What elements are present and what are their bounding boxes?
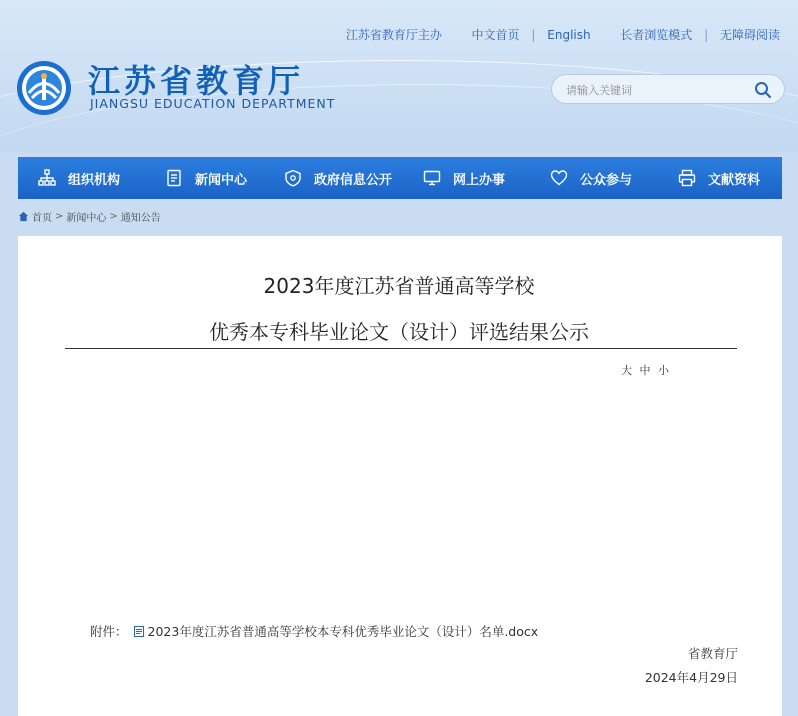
breadcrumb xyxy=(18,209,161,224)
heart-icon xyxy=(550,169,568,187)
nav-item-label: 公众参与 xyxy=(580,172,633,188)
printer-icon xyxy=(678,169,696,187)
online-service-icon xyxy=(423,169,441,187)
attachment xyxy=(90,622,538,640)
breadcrumb-notices[interactable]: 通知公告 xyxy=(120,213,161,224)
nav-item-label: 新闻中心 xyxy=(195,172,248,188)
divider: | xyxy=(704,28,709,42)
info-disclosure-icon xyxy=(284,169,302,187)
font-size-large[interactable]: 大 xyxy=(621,364,632,377)
font-size-switcher xyxy=(617,362,669,378)
main-nav xyxy=(18,157,782,199)
nav-item-label: 政府信息公开 xyxy=(314,172,393,188)
site-logo-title[interactable]: 江苏省教育厅 xyxy=(88,62,305,100)
nav-item-label: 网上办事 xyxy=(453,172,506,188)
article-title-line2: 优秀本专科毕业论文（设计）评选结果公示 xyxy=(209,320,589,344)
nav-item-label: 文献资料 xyxy=(708,172,761,188)
font-size-small[interactable]: 小 xyxy=(658,364,669,377)
title-divider xyxy=(65,348,737,349)
org-chart-icon xyxy=(38,169,56,187)
nav-item-documents[interactable] xyxy=(678,157,760,199)
host-link[interactable]: 江苏省教育厅主办 xyxy=(345,28,442,42)
nav-item-online-service[interactable] xyxy=(423,157,505,199)
issuer-signature: 省教育厅 xyxy=(687,646,738,661)
article-panel xyxy=(18,236,782,716)
top-links xyxy=(346,26,780,43)
site-header xyxy=(0,0,798,152)
site-logo-subtitle: JIANGSU EDUCATION DEPARTMENT xyxy=(90,96,336,111)
attachment-link[interactable]: 2023年度江苏省普通高等学校本专科优秀毕业论文（设计）名单.docx xyxy=(147,624,539,639)
breadcrumb-news[interactable]: 新闻中心 xyxy=(66,213,107,224)
publish-date: 2024年4月29日 xyxy=(644,670,738,685)
elder-mode-link[interactable]: 长者浏览模式 xyxy=(620,28,693,42)
search-input[interactable] xyxy=(566,81,751,99)
font-size-medium[interactable]: 中 xyxy=(639,364,651,377)
nav-item-info-disclosure[interactable] xyxy=(284,157,392,199)
divider: | xyxy=(531,28,536,42)
search-icon[interactable] xyxy=(754,81,772,99)
attachment-label: 附件： xyxy=(90,624,128,639)
emblem-logo-icon[interactable] xyxy=(16,60,72,116)
breadcrumb-home[interactable]: 首页 xyxy=(32,213,52,224)
chinese-home-link[interactable]: 中文首页 xyxy=(471,28,520,42)
nav-item-organization[interactable] xyxy=(38,157,120,199)
breadcrumb-separator: > xyxy=(55,211,64,222)
home-icon xyxy=(18,211,29,222)
article-title-line1: 2023年度江苏省普通高等学校 xyxy=(263,274,535,298)
search-box xyxy=(551,74,785,104)
word-doc-icon xyxy=(134,626,144,637)
news-icon xyxy=(165,169,183,187)
breadcrumb-separator: > xyxy=(109,211,118,222)
english-link[interactable]: English xyxy=(547,28,591,42)
nav-item-label: 组织机构 xyxy=(68,172,121,188)
accessible-reading-link[interactable]: 无障碍阅读 xyxy=(719,28,780,42)
nav-item-public-participation[interactable] xyxy=(550,157,632,199)
nav-item-news[interactable] xyxy=(165,157,247,199)
